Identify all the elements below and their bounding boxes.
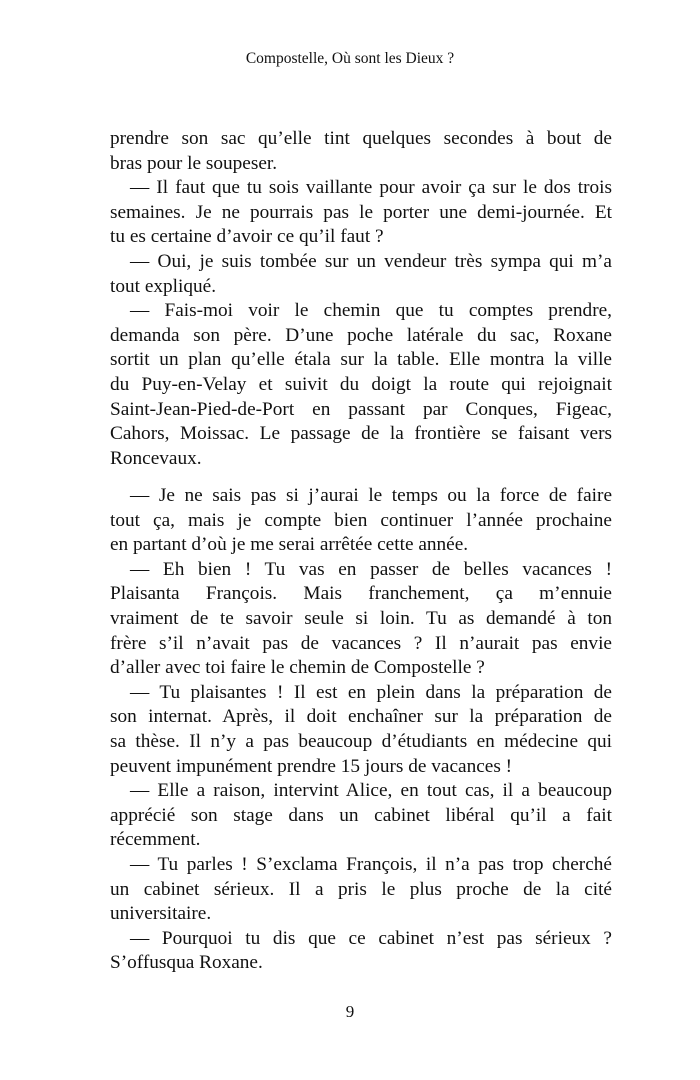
paragraph (110, 484, 612, 558)
text-line: peuvent impunément prendre 15 jours de vacances ! (110, 755, 513, 777)
page-number: 9 (345, 1002, 355, 1021)
text-line: — Tu plaisantes ! Il est en plein dans la préparation de (130, 681, 612, 703)
paragraph (110, 779, 612, 853)
text-line: prendre son sac qu’elle tint quelques secondes à bout de (110, 128, 612, 149)
paragraph (110, 853, 612, 927)
text-line: — Fais-moi voir le chemin que tu comptes prendre, (130, 300, 612, 322)
text-line: vraiment de te savoir seule si loin. Tu as demandé à ton (110, 607, 612, 629)
paragraph (110, 176, 612, 250)
text-line: son internat. Après, il doit enchaîner sur la préparation de (110, 706, 612, 728)
text-line: d’aller avec toi faire le chemin de Compostelle ? (110, 657, 485, 679)
running-header: Compostelle, Où sont les Dieux ? (245, 50, 455, 67)
paragraph (110, 681, 612, 779)
text-line: S’offusqua Roxane. (110, 952, 263, 974)
text-line: sa thèse. Il n’y a pas beaucoup d’étudiants en médecine qui (110, 730, 612, 752)
text-line: tu es certaine d’avoir ce qu’il faut ? (110, 226, 384, 248)
text-line: tout ça, mais je compte bien continuer l’année prochaine (110, 509, 612, 531)
text-line: — Eh bien ! Tu vas en passer de belles vacances ! (130, 558, 612, 580)
text-line: récemment. (110, 829, 201, 851)
text-line: Plaisanta François. Mais franchement, ça m’ennuie (110, 583, 612, 605)
paragraph (110, 299, 612, 471)
text-line: demanda son père. D’une poche latérale du sac, Roxane (110, 324, 612, 346)
paragraph (110, 927, 612, 976)
text-line: tout expliqué. (110, 275, 217, 297)
text-line: sortit un plan qu’elle étala sur la table. Elle montra la ville (110, 349, 612, 371)
paragraph (110, 250, 612, 299)
text-line: — Je ne sais pas si j’aurai le temps ou la force de faire (130, 485, 612, 506)
paragraph (110, 558, 612, 681)
text-line: — Pourquoi tu dis que ce cabinet n’est pas sérieux ? (130, 927, 612, 949)
text-line: apprécié son stage dans un cabinet libéral qu’il a fait (110, 804, 612, 826)
text-line: un cabinet sérieux. Il a pris le plus proche de la cité (110, 878, 612, 900)
paragraph (110, 127, 612, 176)
text-line: bras pour le soupeser. (110, 152, 278, 174)
text-line: en partant d’où je me serai arrêtée cette année. (110, 534, 469, 556)
text-block-1 (110, 127, 612, 471)
text-line: du Puy-en-Velay et suivit du doigt la route qui rejoignait (110, 373, 612, 395)
text-line: semaines. Je ne pourrais pas le porter une demi-journée. Et (110, 201, 612, 223)
text-line: Saint-Jean-Pied-de-Port en passant par Conques, Figeac, (110, 398, 612, 420)
text-line: Roncevaux. (110, 447, 202, 469)
text-line: — Oui, je suis tombée sur un vendeur très sympa qui m’a (130, 250, 612, 272)
text-line: Cahors, Moissac. Le passage de la frontière se faisant vers (110, 423, 612, 445)
text-line: frère s’il n’avait pas de vacances ? Il n’aurait pas envie (110, 632, 612, 654)
text-line: — Il faut que tu sois vaillante pour avoir ça sur le dos trois (130, 177, 612, 199)
text-line: universitaire. (110, 903, 212, 925)
text-line: — Tu parles ! S’exclama François, il n’a pas trop cherché (130, 853, 612, 875)
text-block-2 (110, 484, 612, 976)
text-line: — Elle a raison, intervint Alice, en tout cas, il a beaucoup (130, 780, 612, 802)
